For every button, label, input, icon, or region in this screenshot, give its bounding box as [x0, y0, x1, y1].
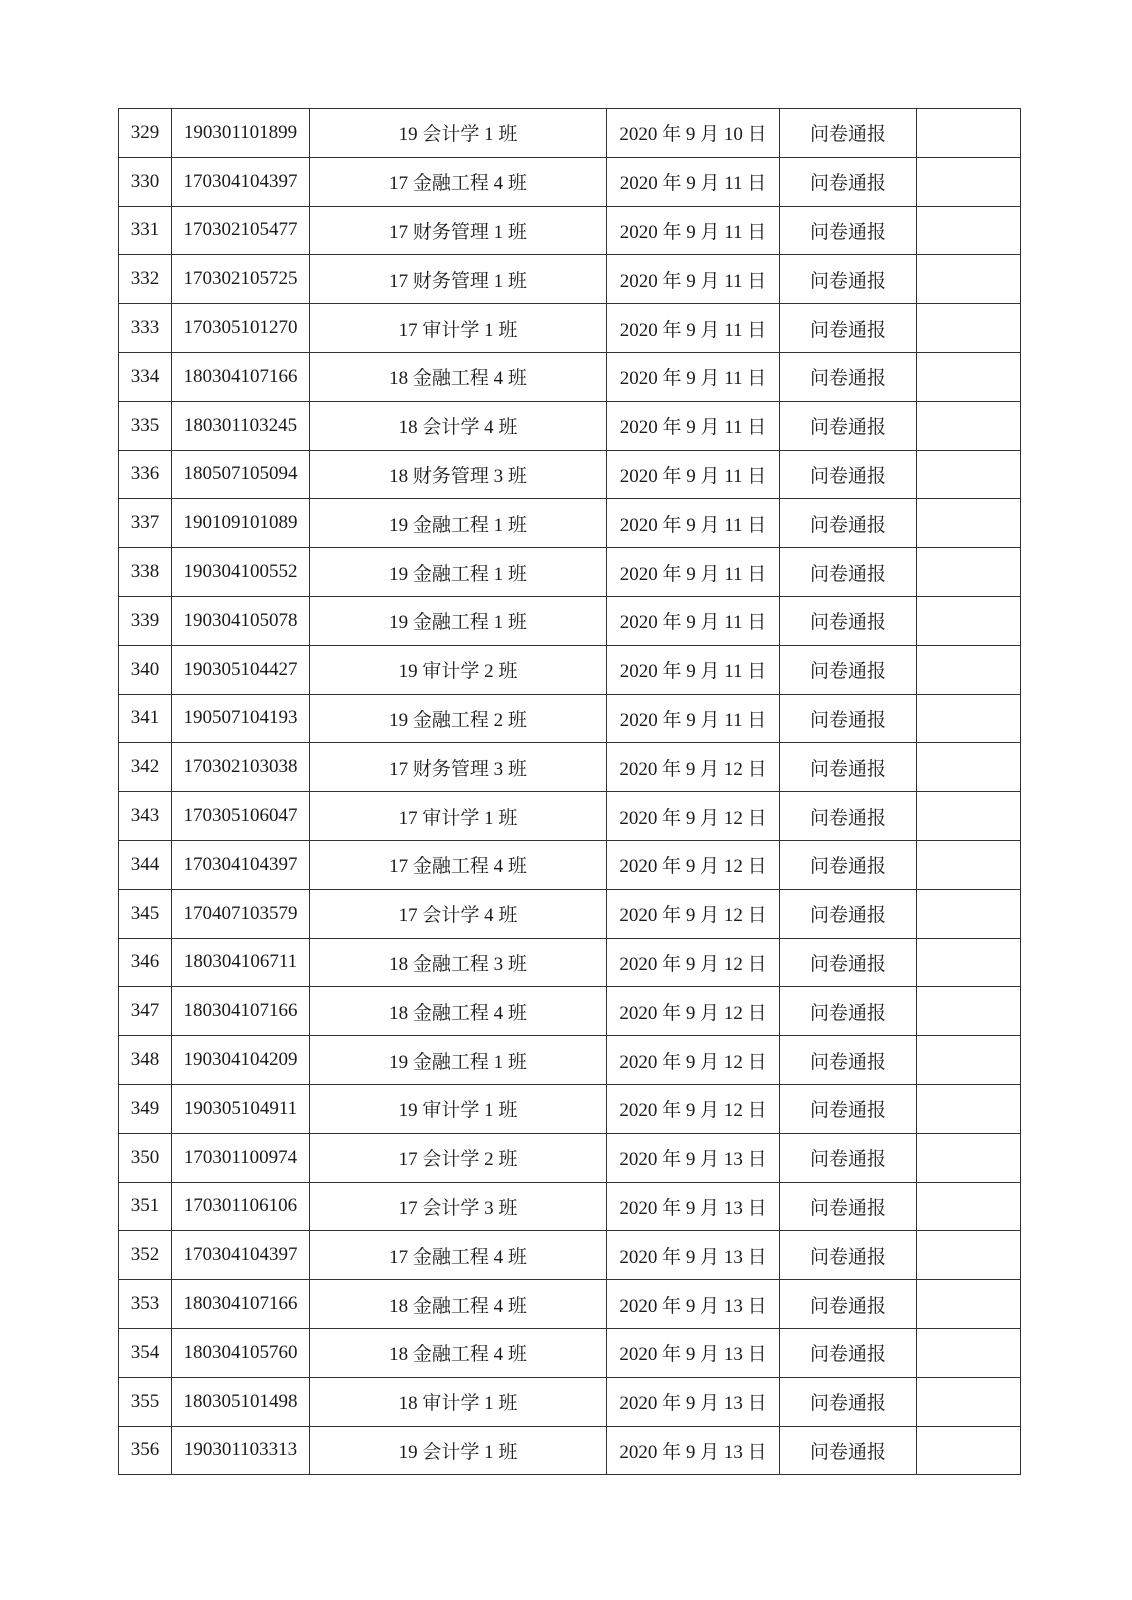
- date-cell: 2020 年 9 月 12 日: [607, 1036, 780, 1085]
- row-number-cell: 339: [119, 596, 172, 645]
- student-id-cell: 190507104193: [172, 694, 310, 743]
- table-row: [119, 840, 1021, 889]
- student-id-cell: 170301100974: [172, 1133, 310, 1182]
- report-type-cell: 问卷通报: [780, 304, 917, 353]
- row-number-cell: 353: [119, 1280, 172, 1329]
- remark-cell: [917, 157, 1021, 206]
- remark-cell: [917, 1231, 1021, 1280]
- table-row: [119, 401, 1021, 450]
- student-id-cell: 170407103579: [172, 889, 310, 938]
- student-id-cell: 190304104209: [172, 1036, 310, 1085]
- remark-cell: [917, 792, 1021, 841]
- report-type-cell: 问卷通报: [780, 206, 917, 255]
- remark-cell: [917, 1133, 1021, 1182]
- date-cell: 2020 年 9 月 11 日: [607, 352, 780, 401]
- row-number-cell: 348: [119, 1036, 172, 1085]
- date-cell: 2020 年 9 月 12 日: [607, 889, 780, 938]
- date-cell: 2020 年 9 月 11 日: [607, 304, 780, 353]
- date-cell: 2020 年 9 月 13 日: [607, 1328, 780, 1377]
- table-row: [119, 157, 1021, 206]
- student-id-cell: 190301101899: [172, 109, 310, 158]
- student-id-cell: 180507105094: [172, 450, 310, 499]
- date-cell: 2020 年 9 月 11 日: [607, 157, 780, 206]
- class-name-cell: 17 会计学 3 班: [310, 1182, 607, 1231]
- records-table: [118, 108, 1021, 1475]
- date-cell: 2020 年 9 月 11 日: [607, 596, 780, 645]
- class-name-cell: 18 金融工程 4 班: [310, 1280, 607, 1329]
- table-row: [119, 255, 1021, 304]
- remark-cell: [917, 109, 1021, 158]
- table-row: [119, 694, 1021, 743]
- row-number-cell: 354: [119, 1328, 172, 1377]
- date-cell: 2020 年 9 月 13 日: [607, 1231, 780, 1280]
- student-id-cell: 170302105477: [172, 206, 310, 255]
- table-row: [119, 1377, 1021, 1426]
- report-type-cell: 问卷通报: [780, 938, 917, 987]
- report-type-cell: 问卷通报: [780, 1231, 917, 1280]
- table-row: [119, 1133, 1021, 1182]
- table-row: [119, 1231, 1021, 1280]
- table-row: [119, 109, 1021, 158]
- row-number-cell: 347: [119, 987, 172, 1036]
- report-type-cell: 问卷通报: [780, 743, 917, 792]
- row-number-cell: 346: [119, 938, 172, 987]
- class-name-cell: 17 审计学 1 班: [310, 304, 607, 353]
- remark-cell: [917, 938, 1021, 987]
- date-cell: 2020 年 9 月 12 日: [607, 938, 780, 987]
- class-name-cell: 19 金融工程 1 班: [310, 499, 607, 548]
- report-type-cell: 问卷通报: [780, 840, 917, 889]
- report-type-cell: 问卷通报: [780, 450, 917, 499]
- table-row: [119, 596, 1021, 645]
- date-cell: 2020 年 9 月 12 日: [607, 1084, 780, 1133]
- class-name-cell: 19 金融工程 1 班: [310, 596, 607, 645]
- table-row: [119, 1084, 1021, 1133]
- report-type-cell: 问卷通报: [780, 987, 917, 1036]
- report-type-cell: 问卷通报: [780, 1426, 917, 1475]
- remark-cell: [917, 1426, 1021, 1475]
- remark-cell: [917, 450, 1021, 499]
- remark-cell: [917, 694, 1021, 743]
- row-number-cell: 334: [119, 352, 172, 401]
- date-cell: 2020 年 9 月 11 日: [607, 548, 780, 597]
- date-cell: 2020 年 9 月 11 日: [607, 206, 780, 255]
- class-name-cell: 17 财务管理 1 班: [310, 206, 607, 255]
- table-row: [119, 548, 1021, 597]
- class-name-cell: 17 财务管理 3 班: [310, 743, 607, 792]
- remark-cell: [917, 255, 1021, 304]
- report-type-cell: 问卷通报: [780, 157, 917, 206]
- student-id-cell: 180304107166: [172, 352, 310, 401]
- report-type-cell: 问卷通报: [780, 596, 917, 645]
- student-id-cell: 180304105760: [172, 1328, 310, 1377]
- row-number-cell: 337: [119, 499, 172, 548]
- remark-cell: [917, 743, 1021, 792]
- date-cell: 2020 年 9 月 13 日: [607, 1280, 780, 1329]
- class-name-cell: 19 金融工程 2 班: [310, 694, 607, 743]
- class-name-cell: 18 金融工程 4 班: [310, 352, 607, 401]
- class-name-cell: 18 金融工程 4 班: [310, 1328, 607, 1377]
- remark-cell: [917, 1328, 1021, 1377]
- report-type-cell: 问卷通报: [780, 1036, 917, 1085]
- student-id-cell: 190305104427: [172, 645, 310, 694]
- date-cell: 2020 年 9 月 11 日: [607, 401, 780, 450]
- report-type-cell: 问卷通报: [780, 401, 917, 450]
- student-id-cell: 170304104397: [172, 157, 310, 206]
- student-id-cell: 170301106106: [172, 1182, 310, 1231]
- report-type-cell: 问卷通报: [780, 645, 917, 694]
- date-cell: 2020 年 9 月 11 日: [607, 645, 780, 694]
- table-row: [119, 304, 1021, 353]
- class-name-cell: 19 审计学 1 班: [310, 1084, 607, 1133]
- report-type-cell: 问卷通报: [780, 255, 917, 304]
- table-row: [119, 792, 1021, 841]
- class-name-cell: 17 会计学 4 班: [310, 889, 607, 938]
- class-name-cell: 17 金融工程 4 班: [310, 840, 607, 889]
- report-type-cell: 问卷通报: [780, 889, 917, 938]
- remark-cell: [917, 596, 1021, 645]
- student-id-cell: 180305101498: [172, 1377, 310, 1426]
- date-cell: 2020 年 9 月 11 日: [607, 694, 780, 743]
- class-name-cell: 17 审计学 1 班: [310, 792, 607, 841]
- table-row: [119, 987, 1021, 1036]
- class-name-cell: 19 审计学 2 班: [310, 645, 607, 694]
- row-number-cell: 343: [119, 792, 172, 841]
- remark-cell: [917, 1280, 1021, 1329]
- report-type-cell: 问卷通报: [780, 1084, 917, 1133]
- student-id-cell: 180301103245: [172, 401, 310, 450]
- class-name-cell: 19 会计学 1 班: [310, 109, 607, 158]
- row-number-cell: 351: [119, 1182, 172, 1231]
- report-type-cell: 问卷通报: [780, 352, 917, 401]
- remark-cell: [917, 206, 1021, 255]
- student-id-cell: 190301103313: [172, 1426, 310, 1475]
- table-row: [119, 206, 1021, 255]
- remark-cell: [917, 352, 1021, 401]
- row-number-cell: 344: [119, 840, 172, 889]
- class-name-cell: 17 财务管理 1 班: [310, 255, 607, 304]
- row-number-cell: 335: [119, 401, 172, 450]
- class-name-cell: 19 金融工程 1 班: [310, 548, 607, 597]
- row-number-cell: 342: [119, 743, 172, 792]
- student-id-cell: 170305106047: [172, 792, 310, 841]
- student-id-cell: 170304104397: [172, 1231, 310, 1280]
- date-cell: 2020 年 9 月 11 日: [607, 255, 780, 304]
- row-number-cell: 356: [119, 1426, 172, 1475]
- student-id-cell: 180304106711: [172, 938, 310, 987]
- date-cell: 2020 年 9 月 12 日: [607, 987, 780, 1036]
- report-type-cell: 问卷通报: [780, 548, 917, 597]
- row-number-cell: 355: [119, 1377, 172, 1426]
- table-row: [119, 499, 1021, 548]
- student-id-cell: 170305101270: [172, 304, 310, 353]
- student-id-cell: 170302103038: [172, 743, 310, 792]
- row-number-cell: 332: [119, 255, 172, 304]
- date-cell: 2020 年 9 月 13 日: [607, 1182, 780, 1231]
- student-id-cell: 190304105078: [172, 596, 310, 645]
- row-number-cell: 350: [119, 1133, 172, 1182]
- row-number-cell: 352: [119, 1231, 172, 1280]
- table-row: [119, 743, 1021, 792]
- table-row: [119, 1426, 1021, 1475]
- report-type-cell: 问卷通报: [780, 694, 917, 743]
- student-id-cell: 190305104911: [172, 1084, 310, 1133]
- table-row: [119, 1182, 1021, 1231]
- report-type-cell: 问卷通报: [780, 1280, 917, 1329]
- class-name-cell: 18 审计学 1 班: [310, 1377, 607, 1426]
- table-row: [119, 1328, 1021, 1377]
- date-cell: 2020 年 9 月 10 日: [607, 109, 780, 158]
- row-number-cell: 336: [119, 450, 172, 499]
- table-row: [119, 352, 1021, 401]
- remark-cell: [917, 1036, 1021, 1085]
- date-cell: 2020 年 9 月 12 日: [607, 840, 780, 889]
- report-type-cell: 问卷通报: [780, 792, 917, 841]
- row-number-cell: 345: [119, 889, 172, 938]
- class-name-cell: 19 会计学 1 班: [310, 1426, 607, 1475]
- date-cell: 2020 年 9 月 13 日: [607, 1426, 780, 1475]
- row-number-cell: 340: [119, 645, 172, 694]
- remark-cell: [917, 1377, 1021, 1426]
- student-id-cell: 180304107166: [172, 987, 310, 1036]
- class-name-cell: 17 会计学 2 班: [310, 1133, 607, 1182]
- row-number-cell: 329: [119, 109, 172, 158]
- student-id-cell: 190109101089: [172, 499, 310, 548]
- class-name-cell: 18 金融工程 3 班: [310, 938, 607, 987]
- table-row: [119, 1280, 1021, 1329]
- row-number-cell: 333: [119, 304, 172, 353]
- class-name-cell: 18 会计学 4 班: [310, 401, 607, 450]
- report-type-cell: 问卷通报: [780, 1328, 917, 1377]
- remark-cell: [917, 304, 1021, 353]
- row-number-cell: 331: [119, 206, 172, 255]
- table-row: [119, 938, 1021, 987]
- report-type-cell: 问卷通报: [780, 109, 917, 158]
- class-name-cell: 18 财务管理 3 班: [310, 450, 607, 499]
- table-row: [119, 645, 1021, 694]
- student-id-cell: 170304104397: [172, 840, 310, 889]
- remark-cell: [917, 1182, 1021, 1231]
- table-row: [119, 1036, 1021, 1085]
- remark-cell: [917, 987, 1021, 1036]
- row-number-cell: 338: [119, 548, 172, 597]
- records-table-body: [119, 109, 1021, 1475]
- date-cell: 2020 年 9 月 13 日: [607, 1133, 780, 1182]
- student-id-cell: 170302105725: [172, 255, 310, 304]
- report-type-cell: 问卷通报: [780, 1182, 917, 1231]
- remark-cell: [917, 499, 1021, 548]
- date-cell: 2020 年 9 月 13 日: [607, 1377, 780, 1426]
- class-name-cell: 18 金融工程 4 班: [310, 987, 607, 1036]
- remark-cell: [917, 645, 1021, 694]
- remark-cell: [917, 1084, 1021, 1133]
- student-id-cell: 180304107166: [172, 1280, 310, 1329]
- row-number-cell: 349: [119, 1084, 172, 1133]
- remark-cell: [917, 889, 1021, 938]
- table-row: [119, 450, 1021, 499]
- date-cell: 2020 年 9 月 11 日: [607, 450, 780, 499]
- remark-cell: [917, 840, 1021, 889]
- class-name-cell: 17 金融工程 4 班: [310, 157, 607, 206]
- report-type-cell: 问卷通报: [780, 1133, 917, 1182]
- student-id-cell: 190304100552: [172, 548, 310, 597]
- remark-cell: [917, 401, 1021, 450]
- report-type-cell: 问卷通报: [780, 499, 917, 548]
- row-number-cell: 341: [119, 694, 172, 743]
- row-number-cell: 330: [119, 157, 172, 206]
- report-type-cell: 问卷通报: [780, 1377, 917, 1426]
- class-name-cell: 17 金融工程 4 班: [310, 1231, 607, 1280]
- date-cell: 2020 年 9 月 11 日: [607, 499, 780, 548]
- class-name-cell: 19 金融工程 1 班: [310, 1036, 607, 1085]
- remark-cell: [917, 548, 1021, 597]
- table-row: [119, 889, 1021, 938]
- date-cell: 2020 年 9 月 12 日: [607, 743, 780, 792]
- date-cell: 2020 年 9 月 12 日: [607, 792, 780, 841]
